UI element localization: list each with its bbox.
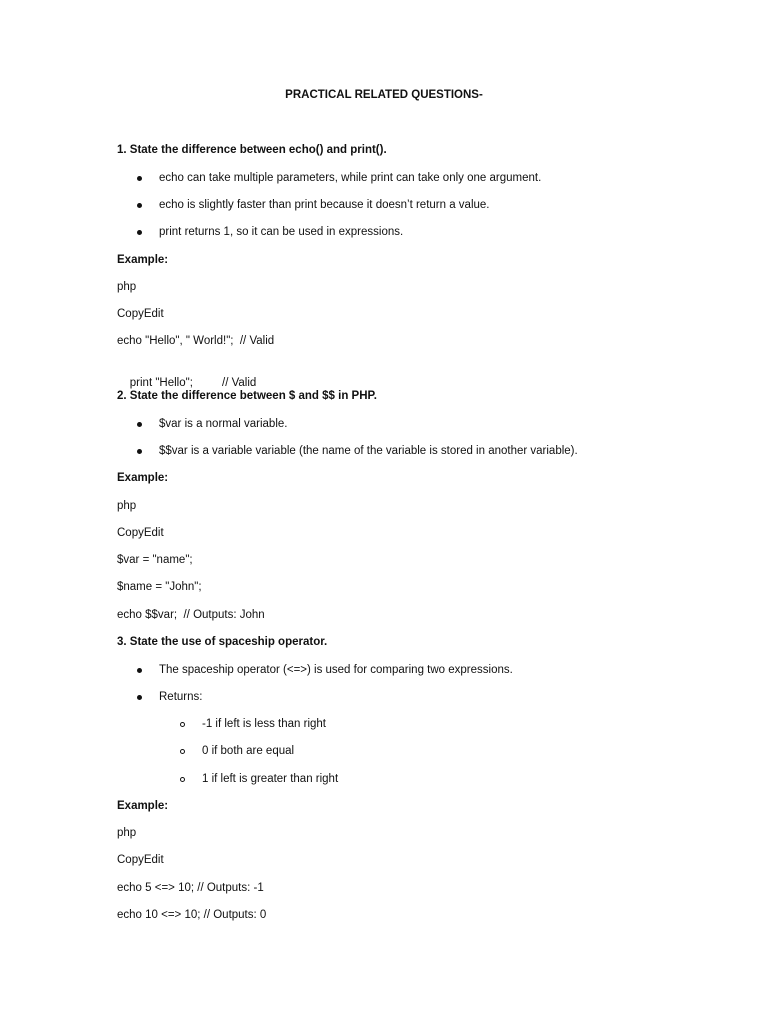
bullet-icon [137,203,142,208]
q3-copy-edit: CopyEdit [117,854,164,866]
q2-bullet-1: $var is a normal variable. [159,418,288,430]
sub-bullet-icon [180,749,185,754]
q3-bullet-1: The spaceship operator (<=>) is used for comparing two expressions. [159,664,513,676]
q1-code-language: php [117,281,137,293]
q3-example-label: Example: [117,800,169,812]
q2-bullet-2: $$var is a variable variable (the name of the variable is stored in another variable). [159,445,578,457]
q1-example-label: Example: [117,254,169,266]
q3-code-line-2: echo 10 <=> 10; // Outputs: 0 [117,909,267,921]
bullet-icon [137,695,142,700]
sub-bullet-icon [180,722,185,727]
q3-code-language: php [117,827,137,839]
bullet-icon [137,422,142,427]
bullet-icon [137,176,142,181]
bullet-icon [137,449,142,454]
q3-bullet-2: Returns: [159,691,203,703]
q1-bullet-2: echo is slightly faster than print because it doesn’t return a value. [159,199,490,211]
q1-bullet-3: print returns 1, so it can be used in expressions. [159,226,404,238]
question-1-heading: 1. State the difference between echo() and print(). [117,144,387,156]
bullet-icon [137,230,142,235]
q1-copy-edit: CopyEdit [117,308,164,320]
q2-code-language: php [117,500,137,512]
bullet-icon [137,668,142,673]
page-title: PRACTICAL RELATED QUESTIONS- [285,89,483,101]
q3-sub-bullet-3: 1 if left is greater than right [202,773,339,785]
q2-code-line-2: $name = "John"; [117,581,202,593]
q2-copy-edit: CopyEdit [117,527,164,539]
q1-code-line-2-comment: // Valid [222,377,257,389]
sub-bullet-icon [180,777,185,782]
q3-sub-bullet-2: 0 if both are equal [202,745,295,757]
q1-code-line-2-statement: print "Hello"; [129,377,193,389]
q2-example-label: Example: [117,472,169,484]
q1-bullet-1: echo can take multiple parameters, while print can take only one argument. [159,172,542,184]
q3-sub-bullet-1: -1 if left is less than right [202,718,326,730]
q2-code-line-1: $var = "name"; [117,554,193,566]
q3-code-line-1: echo 5 <=> 10; // Outputs: -1 [117,882,264,894]
question-3-heading: 3. State the use of spaceship operator. [117,636,328,648]
question-2-heading: 2. State the difference between $ and $$ in PHP. [117,390,377,402]
q2-code-line-3: echo $$var; // Outputs: John [117,609,265,621]
q1-code-line-1: echo "Hello", " World!"; // Valid [117,335,275,347]
